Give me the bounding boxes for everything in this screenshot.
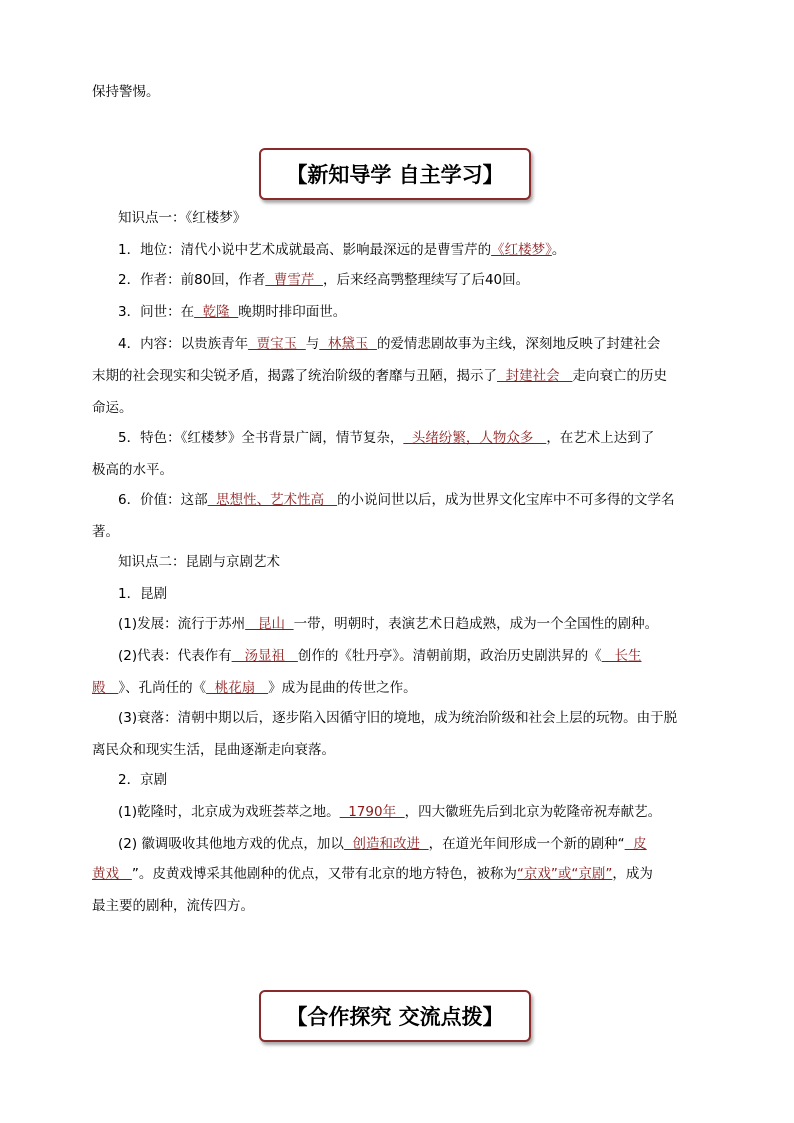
- answer-blank: 汤显祖: [231, 648, 298, 664]
- jingju-item-2-line-3: 最主要的剧种，流传四方。: [92, 898, 254, 914]
- jingju-item-2-line-2: 黄戏 ”。皮黄戏博采其他剧种的优点，又带有北京的地方特色，被称为“京戏”或“京剧”，成为: [92, 866, 653, 882]
- kunju-item-2-line-1: (2)代表：代表作有 汤显祖 创作的《牡丹亭》。清朝前期，政治历史剧洪昇的《 长生: [118, 648, 642, 664]
- jingju-item-1: (1)乾隆时，北京成为戏班荟萃之地。 1790年 ，四大徽班先后到北京为乾隆帝祝寿献艺。: [118, 804, 662, 820]
- top-text: 保持警惕。: [92, 84, 160, 100]
- answer-blank: 皮: [624, 836, 647, 852]
- kunju-item-1: (1)发展：流行于苏州 昆山 一带，明朝时，表演艺术日趋成熟，成为一个全国性的剧种。: [118, 616, 659, 632]
- answer-blank: 林黛玉: [319, 336, 377, 352]
- answer-blank: 乾隆: [194, 304, 239, 320]
- answer-blank: 创造和改进: [343, 836, 429, 852]
- k1-item-6-line-2: 著。: [92, 524, 119, 540]
- jingju-title: 2．京剧: [118, 772, 168, 788]
- knowledge-point-1-heading: 知识点一：《红楼梦》: [118, 210, 247, 226]
- k1-item-4-line-2: 末期的社会现实和尖锐矛盾，揭露了统治阶级的奢靡与丑陋，揭示了 封建社会 走向衰亡的历史: [92, 368, 667, 384]
- k1-item-4-line-1: 4．内容：以贵族青年 贾宝玉 与 林黛玉 的爱情悲剧故事为主线，深刻地反映了封建社会: [118, 336, 661, 352]
- answer-blank: 黄戏: [92, 866, 132, 882]
- k1-item-1: 1．地位：清代小说中艺术成就最高、影响最深远的是曹雪芹的《红楼梦》。: [118, 242, 566, 258]
- answer-blank: “京戏”或“京剧”: [516, 866, 613, 882]
- answer-blank: 贾宝玉: [248, 336, 306, 352]
- answer-blank: 桃花扇: [206, 680, 269, 696]
- answer-blank: 《红楼梦》: [491, 242, 552, 258]
- kunju-item-2-line-2: 殿 》、孔尚任的《 桃花扇 》成为昆曲的传世之作。: [92, 680, 417, 696]
- answer-blank: 昆山: [245, 616, 294, 632]
- section-title-new-knowledge: 【新知导学 自主学习】: [259, 148, 531, 200]
- k1-item-2: 2．作者：前80回，作者 曹雪芹 ，后来经高鹗整理续写了后40回。: [118, 272, 530, 288]
- answer-blank: 头绪纷繁，人物众多: [403, 430, 547, 446]
- answer-blank: 曹雪芹: [265, 272, 323, 288]
- section-title-cooperative-inquiry: 【合作探究 交流点拨】: [259, 990, 531, 1042]
- k1-item-5-line-1: 5．特色：《红楼梦》全书背景广阔，情节复杂， 头绪纷繁，人物众多 ，在艺术上达到了: [118, 430, 655, 446]
- knowledge-point-2-heading: 知识点二：昆剧与京剧艺术: [118, 554, 280, 570]
- k1-item-5-line-2: 极高的水平。: [92, 462, 173, 478]
- answer-blank: 封建社会: [497, 368, 573, 384]
- answer-blank: 1790年: [339, 804, 405, 820]
- jingju-item-2-line-1: (2) 徽调吸收其他地方戏的优点，加以 创造和改进 ，在道光年间形成一个新的剧种“ 皮: [118, 836, 647, 852]
- k1-item-6-line-1: 6．价值：这部 思想性、艺术性高 的小说问世以后，成为世界文化宝库中不可多得的文学名: [118, 492, 675, 508]
- kunju-item-3-line-2: 离民众和现实生活，昆曲逐渐走向衰落。: [92, 742, 335, 758]
- k1-item-3: 3．问世：在 乾隆 晚期时排印面世。: [118, 304, 347, 320]
- answer-blank: 思想性、艺术性高: [207, 492, 338, 508]
- k1-item-4-line-3: 命运。: [92, 400, 133, 416]
- kunju-title: 1．昆剧: [118, 586, 168, 602]
- kunju-item-3-line-1: (3)衰落：清朝中期以后，逐步陷入因循守旧的境地，成为统治阶级和社会上层的玩物。由于脱: [118, 710, 678, 726]
- answer-blank: 长生: [601, 648, 642, 664]
- answer-blank: 殿: [92, 680, 119, 696]
